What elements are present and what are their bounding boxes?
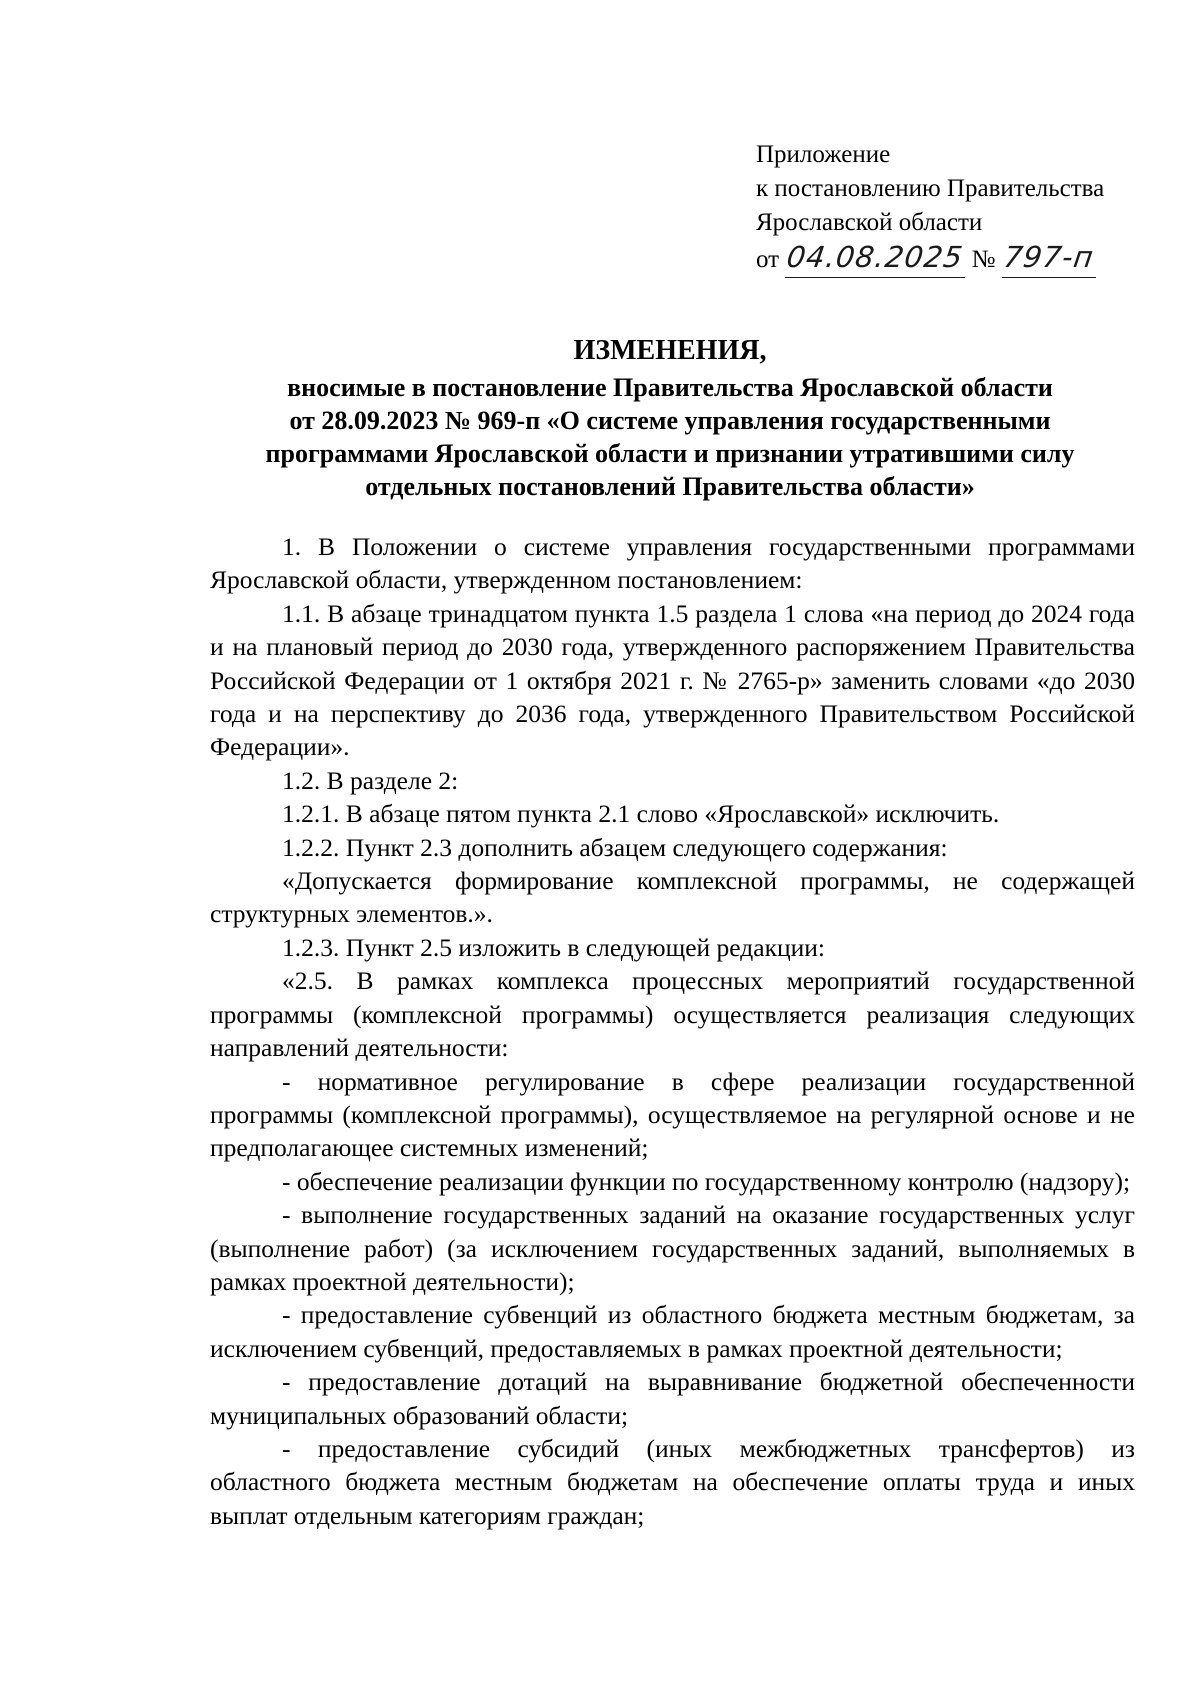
number-label: №	[971, 246, 996, 273]
paragraph-quote-2-5: «2.5. В рамках комплекса процессных мероприятий государственной программы (комплексной программы) осуществляется реализация следующих направлений деятельности:	[210, 966, 1135, 1063]
appendix-resolution-line: к постановлению Правительства	[756, 175, 1105, 202]
from-label: от	[756, 246, 780, 273]
document-body	[210, 530, 1135, 1532]
list-item-regulation: - нормативное регулирование в сфере реализации государственной программы (комплексной программы), осуществляемое на регулярной основе и не предполагающее системных изменений;	[210, 1066, 1135, 1163]
paragraph-1-2-2: 1.2.2. Пункт 2.3 дополнить абзацем следующего содержания:	[282, 832, 948, 862]
heading-line-1: вносимые в постановление Правительства Ярославской области	[287, 373, 1053, 402]
heading-line-3: программами Ярославской области и признании утратившими силу	[265, 439, 1075, 468]
paragraph-1-1: 1.1. В абзаце тринадцатом пункта 1.5 раздела 1 слова «на период до 2024 года и на плановый период до 2030 года, утвержденного распоряжением Правительства Российской Федерации от 1 октября 2021 г. № 2765-р» заменить словами «до 2030 года и на перспективу до 2036 года, утвержденного Правительством Российской Федерации».	[210, 598, 1135, 762]
heading-line-2: от 28.09.2023 № 969-п «О системе управления государственными	[289, 406, 1051, 435]
document-heading	[200, 333, 1140, 503]
appendix-region-line: Ярославской области	[756, 209, 983, 236]
handwritten-date: 04.08.2025	[784, 240, 966, 274]
list-item-subventions: - предоставление субвенций из областного бюджета местным бюджетам, за исключением субвенций, предоставляемых в рамках проектной деятельности;	[210, 1300, 1135, 1363]
handwritten-number: 797-п	[1001, 240, 1096, 274]
list-item-subsidies: - предоставление субсидий (иных межбюджетных трансфертов) из областного бюджета местным бюджетам на обеспечение оплаты труда и иных выплат отдельным категориям граждан;	[210, 1433, 1135, 1530]
appendix-date-number-line	[756, 240, 1104, 278]
number-field	[1002, 240, 1096, 278]
list-item-control: - обеспечение реализации функции по государственному контролю (надзору);	[282, 1166, 1131, 1196]
appendix-block	[756, 138, 1104, 278]
appendix-title: Приложение	[756, 141, 891, 168]
heading-title: ИЗМЕНЕНИЯ,	[573, 335, 767, 366]
paragraph-1-2: 1.2. В разделе 2:	[282, 765, 459, 795]
list-item-dotations: - предоставление дотаций на выравнивание бюджетной обеспеченности муниципальных образований области;	[210, 1367, 1135, 1430]
list-item-state-tasks: - выполнение государственных заданий на оказание государственных услуг (выполнение работ) (за исключением государственных заданий, выполняемых в рамках проектной деятельности);	[210, 1200, 1135, 1296]
paragraph-1-2-1: 1.2.1. В абзаце пятом пункта 2.1 слово «Ярославской» исключить.	[282, 799, 1000, 829]
paragraph-1: 1. В Положении о системе управления государственными программами Ярославской области, утвержденном постановлением:	[210, 532, 1135, 595]
date-field	[785, 240, 965, 278]
heading-line-4: отдельных постановлений Правительства области»	[365, 472, 975, 501]
paragraph-quote-2-3: «Допускается формирование комплексной программы, не содержащей структурных элементов.».	[210, 866, 1135, 929]
paragraph-1-2-3: 1.2.3. Пункт 2.5 изложить в следующей редакции:	[282, 932, 825, 962]
